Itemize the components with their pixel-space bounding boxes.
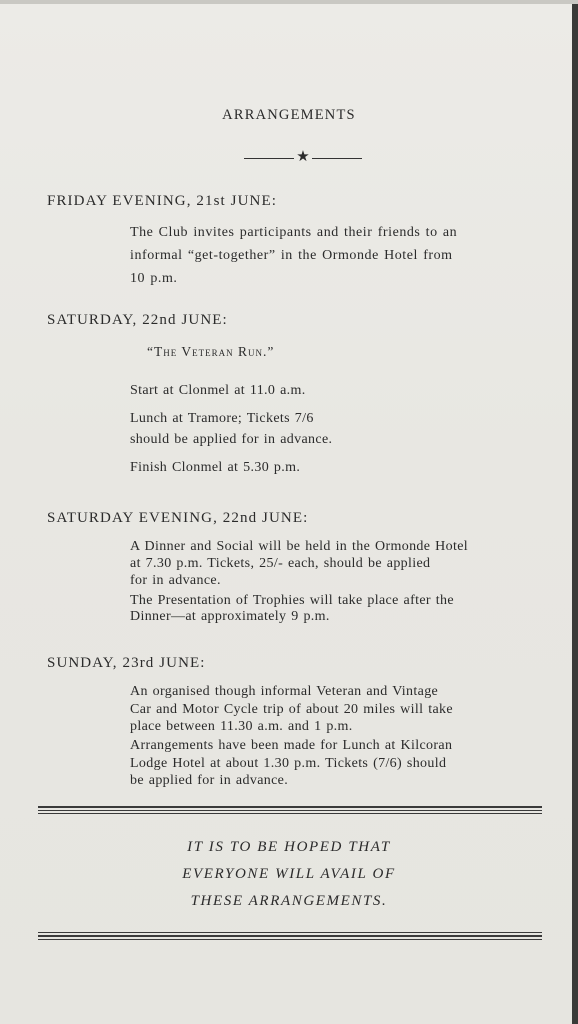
section-text-line: be applied for in advance.: [130, 773, 289, 788]
section-title-saturday-evening: SATURDAY EVENING, 22nd JUNE:: [47, 510, 309, 526]
section-title-saturday: SATURDAY, 22nd JUNE:: [47, 312, 228, 328]
page-title: ARRANGEMENTS: [222, 107, 356, 123]
page-top-edge: [0, 0, 578, 4]
section-text-line: Arrangements have been made for Lunch at Kilcoran: [130, 738, 453, 753]
divider-rule-top: [38, 806, 542, 816]
section-text-line: The Presentation of Trophies will take place after the: [130, 593, 454, 608]
section-text-line: Car and Motor Cycle trip of about 20 miles will take: [130, 702, 453, 717]
ornament-line-left: [244, 158, 294, 159]
section-text-line: 10 p.m.: [130, 271, 178, 286]
divider-rule-bottom: [38, 932, 542, 942]
section-text-line: place between 11.30 a.m. and 1 p.m.: [130, 719, 353, 734]
section-text-line: for in advance.: [130, 573, 221, 588]
star-ornament: [244, 150, 362, 166]
closing-note-line: EVERYONE WILL AVAIL OF: [182, 866, 396, 882]
section-text-line: An organised though informal Veteran and Vintage: [130, 684, 439, 699]
section-title-friday-evening: FRIDAY EVENING, 21st JUNE:: [47, 193, 277, 209]
section-text-line: informal “get-together” in the Ormonde Hotel from: [130, 248, 453, 263]
section-text-line: A Dinner and Social will be held in the Ormonde Hotel: [130, 539, 469, 554]
section-text-line: Dinner—at approximately 9 p.m.: [130, 609, 330, 624]
section-title-sunday: SUNDAY, 23rd JUNE:: [47, 655, 206, 671]
star-icon: ★: [296, 149, 310, 165]
closing-note-line: IT IS TO BE HOPED THAT: [187, 839, 391, 855]
ornament-line-right: [312, 158, 362, 159]
section-text-line: at 7.30 p.m. Tickets, 25/- each, should be applied: [130, 556, 431, 571]
section-text-line: Start at Clonmel at 11.0 a.m.: [130, 383, 306, 398]
section-text-line: Lunch at Tramore; Tickets 7/6: [130, 411, 314, 426]
section-text-line: The Club invites participants and their friends to an: [130, 225, 458, 240]
event-name: “The Veteran Run.”: [147, 344, 275, 359]
closing-note-line: THESE ARRANGEMENTS.: [190, 893, 388, 909]
section-text-line: Lodge Hotel at about 1.30 p.m. Tickets (7/6) should: [130, 756, 447, 771]
section-text-line: should be applied for in advance.: [130, 432, 333, 447]
section-text-line: Finish Clonmel at 5.30 p.m.: [130, 460, 301, 475]
